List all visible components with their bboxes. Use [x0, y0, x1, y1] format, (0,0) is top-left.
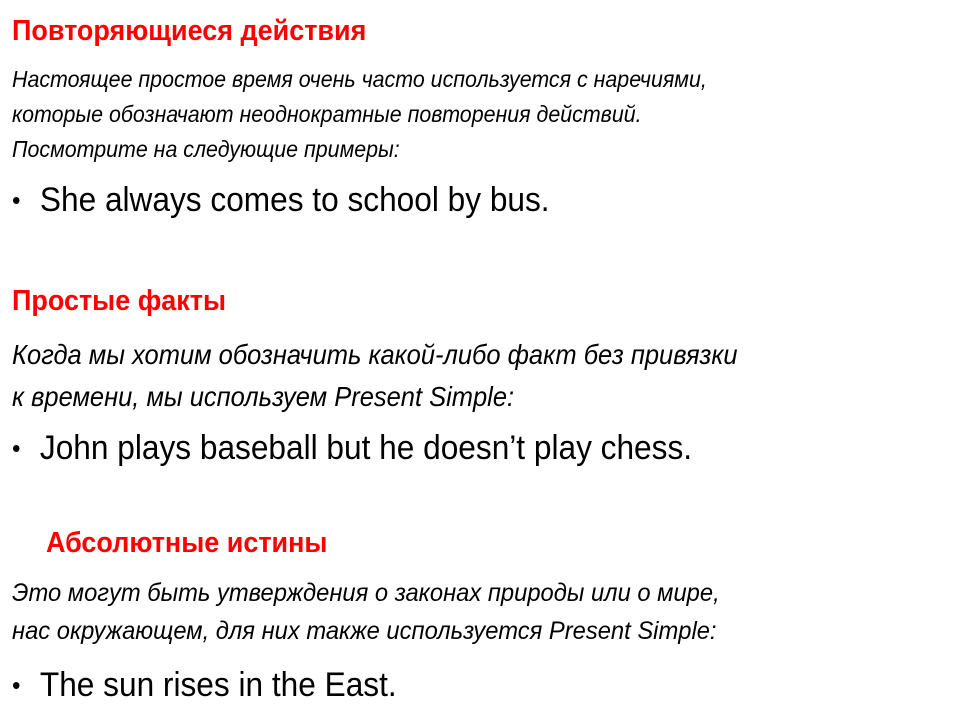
example-bullet-1	[12, 180, 550, 220]
heading-absolute-truths: Абсолютные истины	[46, 527, 328, 559]
example-bullet-2	[12, 428, 692, 468]
paragraph-line: Настоящее простое время очень часто используется с наречиями,	[12, 66, 707, 92]
example-text: The sun rises in the East.	[39, 666, 397, 704]
paragraph-absolute-truths	[12, 574, 720, 650]
paragraph-repeated-actions	[12, 62, 707, 167]
example-bullet-3	[12, 665, 397, 705]
paragraph-line: нас окружающем, для них также используется Present Simple:	[12, 617, 717, 645]
example-text: John plays baseball but he doesn’t play chess.	[39, 429, 693, 467]
bullet-icon: •	[12, 670, 21, 700]
bullet-icon: •	[12, 185, 21, 215]
example-text: She always comes to school by bus.	[39, 181, 550, 219]
paragraph-line: которые обозначают неоднократные повторения действий.	[12, 101, 642, 127]
heading-repeated-actions: Повторяющиеся действия	[12, 15, 367, 47]
paragraph-line: Это могут быть утверждения о законах природы или о мире,	[12, 579, 720, 607]
paragraph-line: Посмотрите на следующие примеры:	[12, 136, 400, 162]
heading-simple-facts: Простые факты	[12, 285, 227, 317]
bullet-icon: •	[12, 433, 21, 463]
paragraph-line: Когда мы хотим обозначить какой-либо факт без привязки	[12, 339, 738, 370]
paragraph-simple-facts	[12, 334, 738, 418]
paragraph-line: к времени, мы используем Present Simple:	[12, 381, 515, 412]
